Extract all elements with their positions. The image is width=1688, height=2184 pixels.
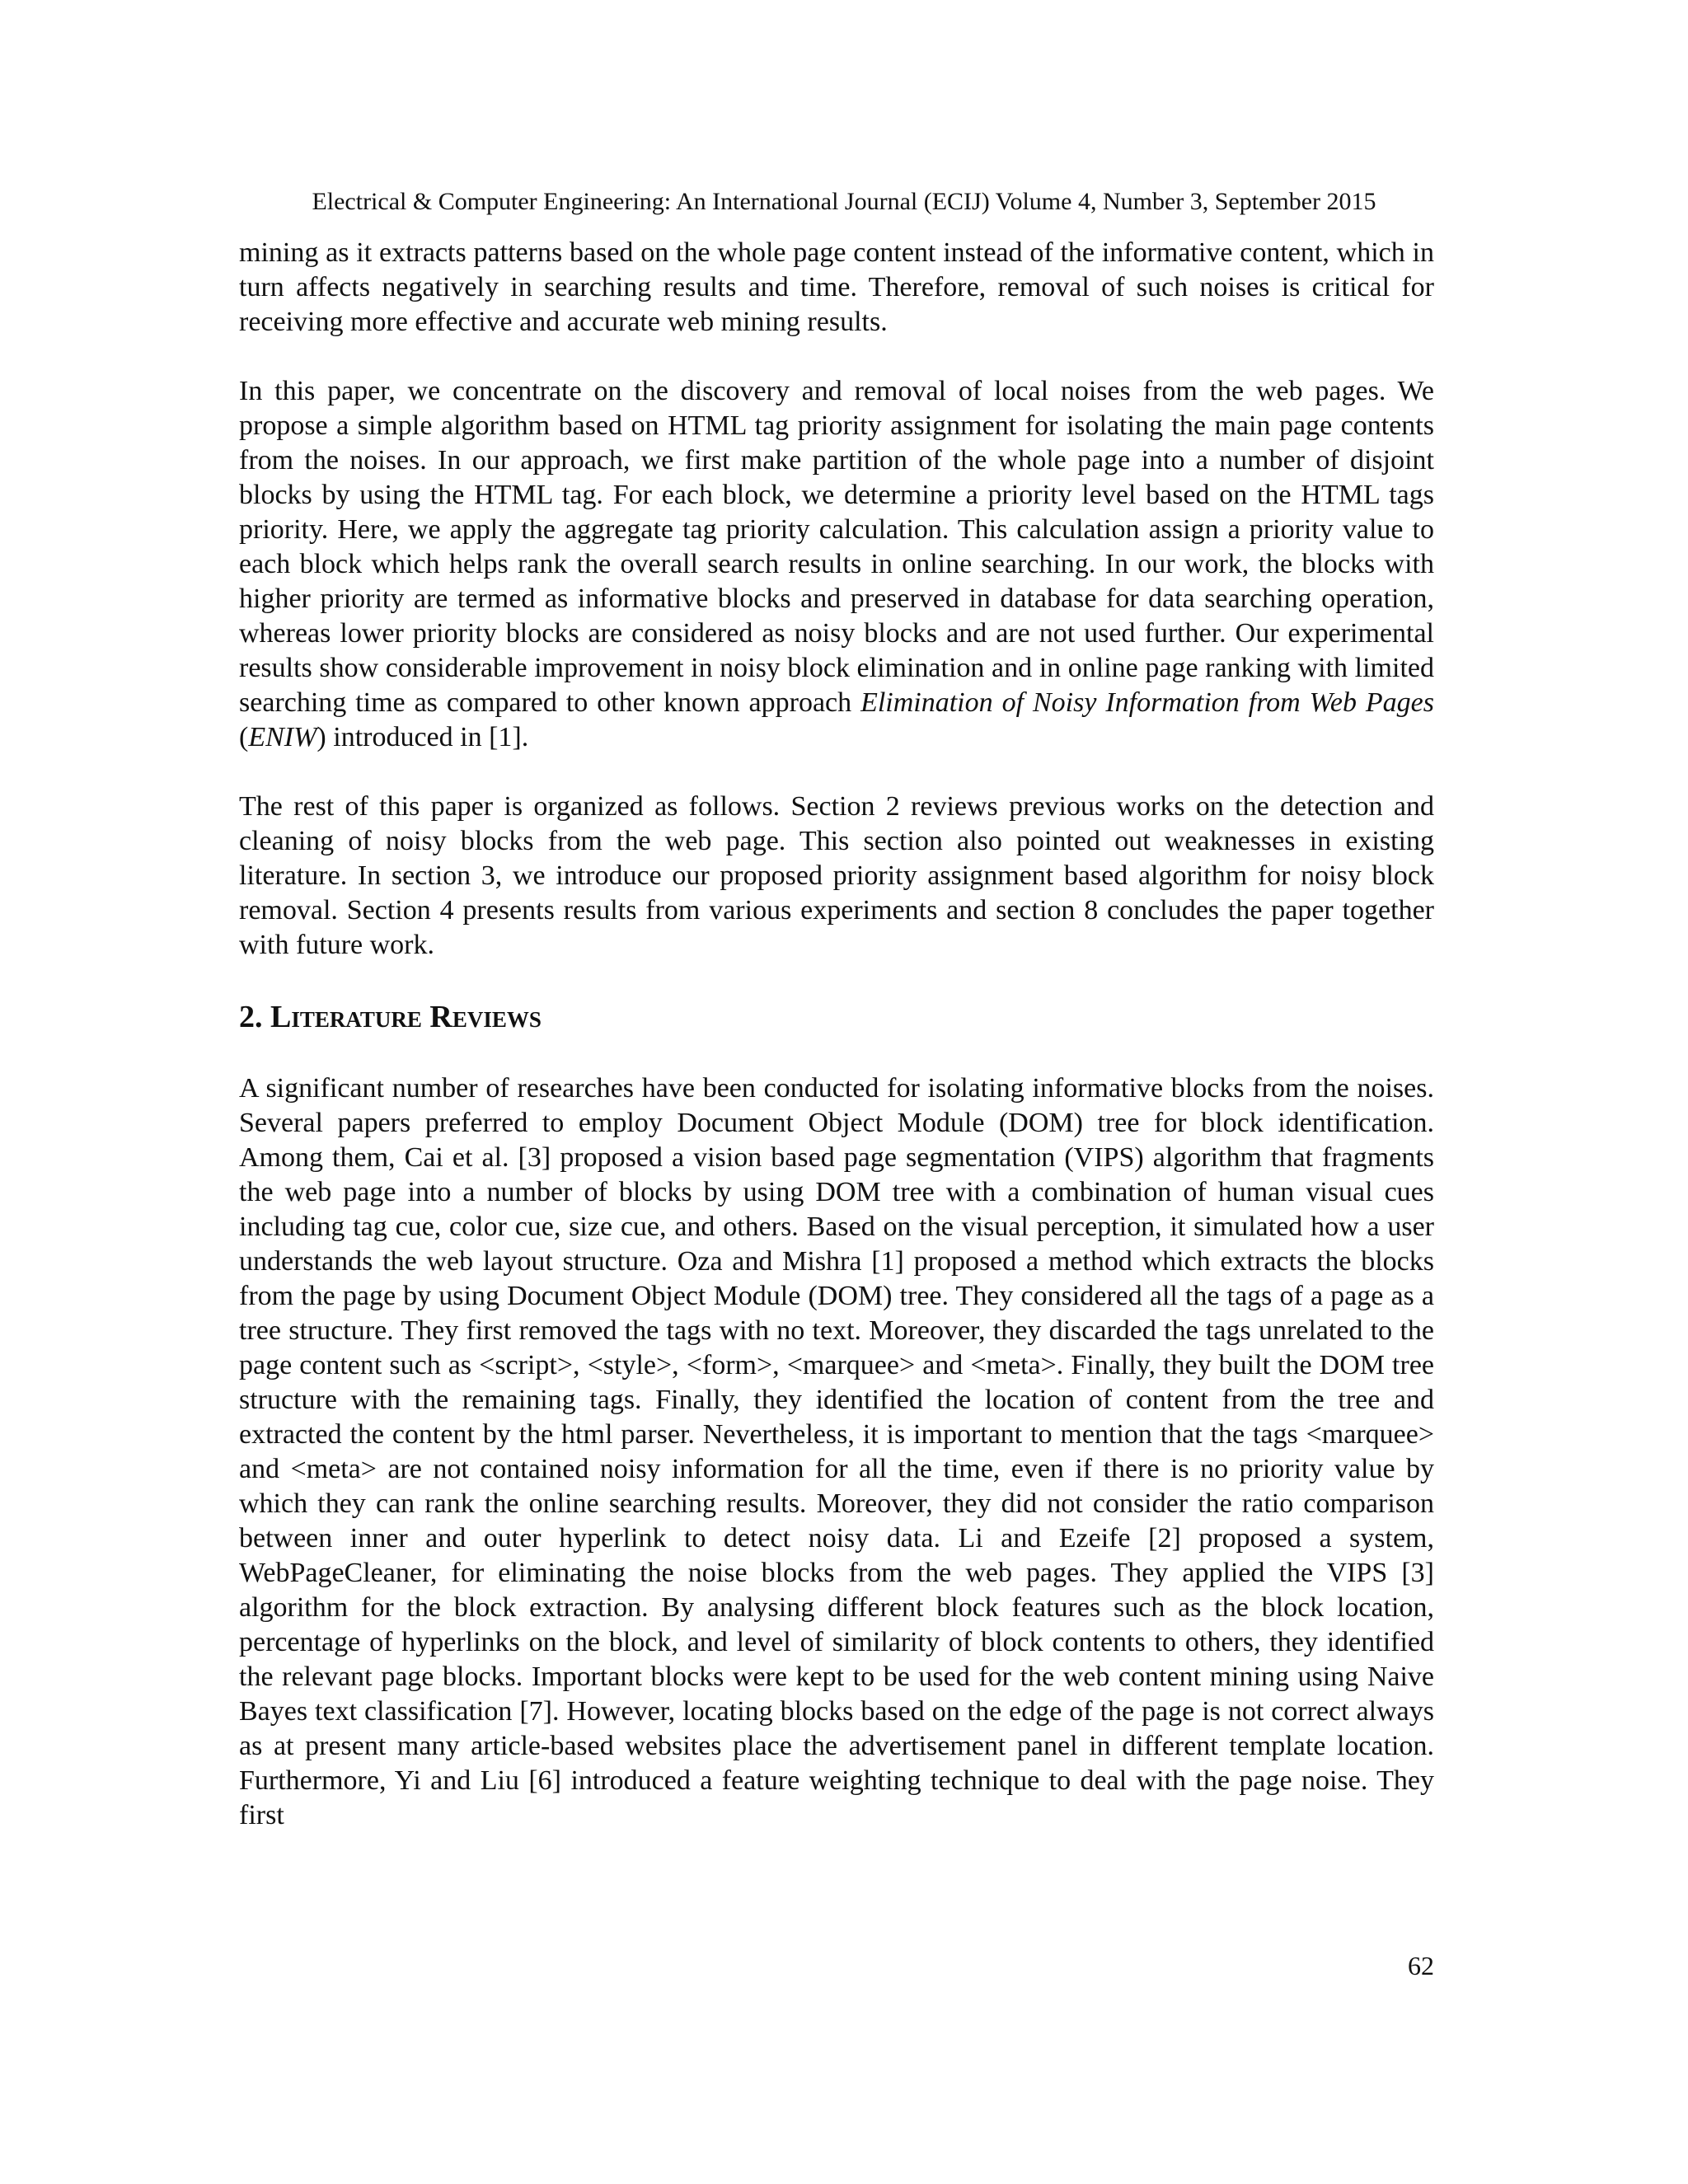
page-number: 62 [1408,1951,1434,1980]
paragraph-organization: The rest of this paper is organized as follows. Section 2 reviews previous works on the detection and cleaning of noisy blocks from the web page. This section also pointed out weaknesses in existing literature. In section 3, we introduce our proposed priority assignment based algorithm for noisy block removal. Section 4 presents results from various experiments and section 8 concludes the paper together with future work. [239,791,1434,960]
paren-open: ( [239,722,249,752]
cited-approach-abbrev: ENIW [248,722,317,752]
cited-approach-title: Elimination of Noisy Information from Web Pages [860,687,1434,718]
running-header: Electrical & Computer Engineering: An International Journal (ECIJ) Volume 4, Number 3, September 2015 [312,188,1376,215]
body-text [239,236,1434,1868]
paragraph-approach-overview [239,374,1434,755]
section-heading [239,997,1434,1037]
paragraph-literature-review: A significant number of researches have been conducted for isolating informative blocks from the noises. Several papers preferred to employ Document Object Module (DOM) tree for block identification. Among them, Cai et al. [3] proposed a vision based page segmentation (VIPS) algorithm that fragments the web page into a number of blocks by using DOM tree with a combination of human visual cues including tag cue, color cue, size cue, and others. Based on the visual perception, it simulated how a user understands the web layout structure. Oza and Mishra [1] proposed a method which extracts the blocks from the page by using Document Object Module (DOM) tree. They considered all the tags of a page as a tree structure. They first removed the tags with no text. Moreover, they discarded the tags unrelated to the page content such as <script>, <style>, <form>, <marquee> and <meta>. Finally, they built the DOM tree structure with the remaining tags. Finally, they identified the location of content from the tree and extracted the content by the html parser. Nevertheless, it is important to mention that the tags <marquee> and <meta> are not contained noisy information for all the time, even if there is no priority value by which they can rank the online searching results. Moreover, they did not consider the ratio comparison between inner and outer hyperlink to detect noisy data. Li and Ezeife [2] proposed a system, WebPageCleaner, for eliminating the noise blocks from the web pages. They applied the VIPS [3] algorithm for the block extraction. By analysing different block features such as the block location, percentage of hyperlinks on the block, and level of similarity of block contents to others, they identified the relevant page blocks. Important blocks were kept to be used for the web content mining using Naive Bayes text classification [7]. However, locating blocks based on the edge of the page is not correct always as at present many article-based websites place the advertisement panel in different template location. Furthermore, Yi and Liu [6] introduced a feature weighting technique to deal with the page noise. They first [239,1073,1434,1830]
paragraph-approach-text: In this paper, we concentrate on the discovery and removal of local noises from the web pages. We propose a simple algorithm based on HTML tag priority assignment for isolating the main page contents from the noises. In our approach, we first make partition of the whole page into a number of disjoint blocks by using the HTML tag. For each block, we determine a priority level based on the HTML tags priority. Here, we apply the aggregate tag priority calculation. This calculation assign a priority value to each block which helps rank the overall search results in online searching. In our work, the blocks with higher priority are termed as informative blocks and preserved in database for data searching operation, whereas lower priority blocks are considered as noisy blocks and are not used further. Our experimental results show considerable improvement in noisy block elimination and in online page ranking with limited searching time as compared to other known approach [239,376,1434,718]
section-title: Literature Reviews [270,1000,542,1034]
paragraph-approach-tail: ) introduced in [1]. [316,722,529,752]
section-number: 2. [239,1000,263,1034]
paragraph-intro-continuation: mining as it extracts patterns based on the whole page content instead of the informative content, which in turn affects negatively in searching results and time. Therefore, removal of such noises is critical for receiving more effective and accurate web mining results. [239,237,1434,337]
